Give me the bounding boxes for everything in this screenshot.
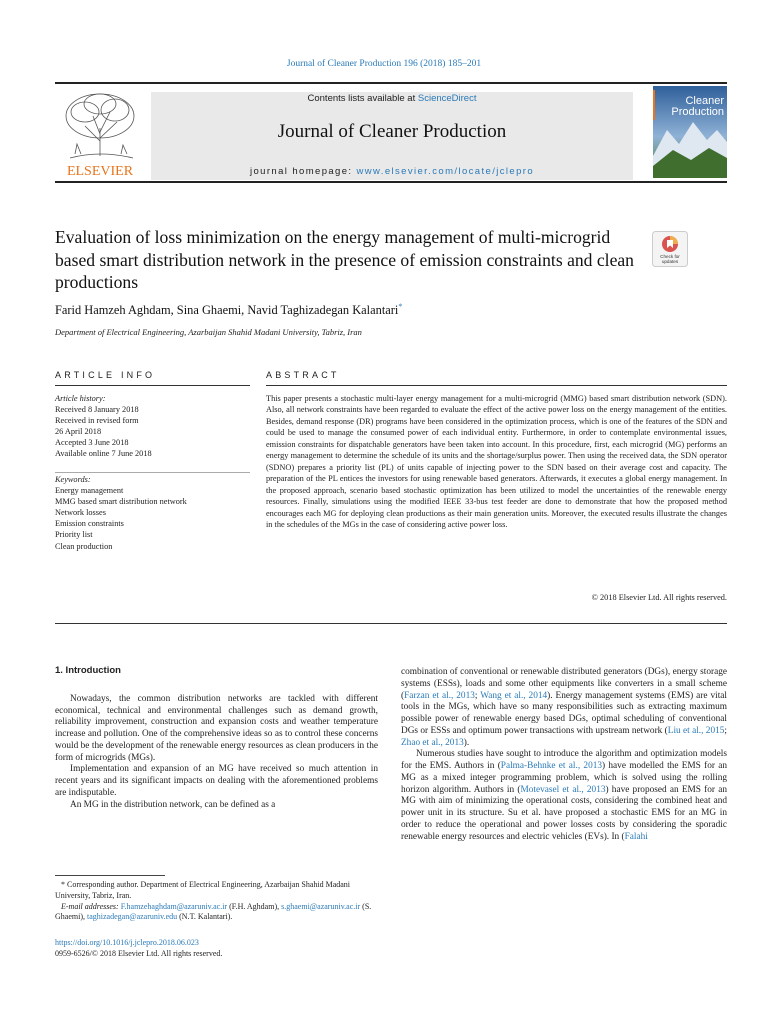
text-run: ; — [724, 725, 727, 736]
footnote — [55, 880, 378, 923]
abstract-rule — [266, 385, 727, 386]
footnote-rule — [55, 875, 165, 876]
homepage-line — [151, 166, 633, 177]
crossmark-label-1: Check for — [660, 254, 680, 259]
crossmark-label-2: updates — [661, 259, 679, 264]
citation-link[interactable]: Farzan et al., 2013 — [404, 690, 475, 701]
citation-link[interactable]: Motevasel et al., 2013 — [520, 784, 606, 795]
homepage-link[interactable]: www.elsevier.com/locate/jclepro — [356, 166, 535, 177]
text-run: ) have modelled the EMS for an MG as a mixed integer programming problem, which is solved using the rolling horizon algorithm. Authors in ( — [401, 761, 728, 795]
article-history — [55, 393, 250, 460]
sciencedirect-link[interactable]: ScienceDirect — [417, 93, 477, 104]
text-run: ) have proposed an EMS for an MG with aim of minimizing the operational costs, considering the combined heat and power unit in its structure. Su et al. have proposed a stochastic EMS for an MG in order to reduce the operational and power losses costs by considering the sporadic renewable energy resources and electric vehicles (EVs). In ( — [401, 784, 727, 842]
author-names: Farid Hamzeh Aghdam, Sina Ghaemi, Navid Taghizadegan Kalantari — [55, 303, 399, 318]
body-left-column — [55, 665, 378, 811]
intro-paragraph-2: Implementation and expansion of an MG have received so much attention in recent years and its significant impacts on dealing with the aforementioned problems are indisputable. — [55, 764, 378, 798]
citation-link[interactable]: Falahi — [624, 831, 648, 842]
email-owner: (F.H. Aghdam), — [227, 901, 282, 911]
history-item: Available online 7 June 2018 — [55, 449, 152, 459]
corresponding-author-note: * Corresponding author. Department of Electrical Engineering, Azarbaijan Shahid Madani University, Tabriz, Iran. — [55, 880, 351, 900]
citation-link[interactable]: Palma-Behnke et al., 2013 — [500, 761, 603, 771]
article-info-heading: ARTICLE INFO — [55, 370, 156, 380]
text-run: ). — [463, 737, 470, 748]
email-link[interactable]: s.ghaemi@azaruniv.ac.ir — [281, 901, 361, 911]
contents-line — [151, 93, 633, 104]
email-owner: (N.T. Kalantari). — [177, 912, 233, 922]
masthead-rule-bottom — [55, 181, 727, 183]
keyword: Network losses — [55, 508, 106, 518]
intro-paragraph-3: An MG in the distribution network, can be defined as a — [70, 799, 276, 810]
text-run: ). Energy management systems (EMS) are vital tools in the MGs, which have so many responsibilities such as extracting maximum possible power of renewable energy based DGs, optimal scheduling of conventional DGs or ESSs and optimum power transactions with upstream network ( — [401, 690, 727, 736]
text-run: combination of conventional or renewable distributed generators (DGs), energy storage systems (ESSs), loads and some other equipments like converters in a small scheme ( — [401, 667, 727, 701]
journal-title: Journal of Cleaner Production — [277, 121, 507, 142]
email-owner: (S. Ghaemi), — [55, 901, 372, 922]
keyword: Priority list — [55, 530, 93, 540]
issn-line: 0959-6526/© 2018 Elsevier Ltd. All rights reserved. — [55, 948, 223, 958]
abstract-bottom-rule — [55, 623, 727, 624]
history-label: Article history: — [55, 394, 106, 403]
abstract-heading: ABSTRACT — [266, 370, 340, 380]
keyword: Emission constraints — [55, 519, 124, 529]
abstract-copyright: © 2018 Elsevier Ltd. All rights reserved. — [591, 593, 727, 602]
keyword: Clean production — [55, 541, 113, 551]
keyword: Energy management — [55, 486, 124, 496]
contents-prefix: Contents lists available at — [307, 93, 418, 104]
history-item: Received 8 January 2018 — [55, 405, 139, 415]
body-right-column — [401, 667, 727, 843]
keywords-rule — [55, 472, 250, 473]
affiliation: Department of Electrical Engineering, Azarbaijan Shahid Madani University, Tabriz, Iran — [55, 327, 362, 337]
citation-link[interactable]: Liu et al., 2015 — [667, 725, 725, 736]
citation-link[interactable]: Wang et al., 2014 — [480, 690, 548, 701]
history-item: 26 April 2018 — [55, 427, 102, 437]
author-list — [55, 302, 402, 318]
email-label: E-mail addresses: — [61, 901, 119, 911]
text-run: ; — [474, 690, 481, 701]
homepage-prefix: journal homepage: — [249, 166, 357, 177]
cover-title-line2: Production — [671, 106, 724, 118]
intro-paragraph-1: Nowadays, the common distribution networks are tackled with different economical, technical and environmental challenges such as demand growth, reliability improvement, construction and expansion costs and weather temperature increase and pollution. One of the comprehensive ideas so as to control these concerns would be the development of the renewable energy resources as clean producers in the form of microgrids (MGs). — [55, 693, 378, 763]
article-info-rule — [55, 385, 250, 386]
intro-paragraph-continued — [401, 667, 727, 749]
citation-link[interactable]: Zhao et al., 2013 — [401, 737, 464, 748]
running-head[interactable]: Journal of Cleaner Production 196 (2018) 185–201 — [286, 59, 482, 69]
elsevier-tree-logo — [55, 86, 145, 178]
keywords — [55, 474, 250, 552]
email-link[interactable]: F.hamzehaghdam@azaruniv.ac.ir — [120, 901, 228, 911]
keywords-label: Keywords: — [55, 475, 91, 484]
elsevier-wordmark: ELSEVIER — [66, 164, 134, 178]
email-link[interactable]: taghizadegan@azaruniv.edu — [87, 912, 178, 922]
article-title: Evaluation of loss minimization on the energy management of multi-microgrid based smart distribution network in the presence of emission constraints and clean productions — [55, 227, 634, 292]
intro-paragraph-4 — [401, 749, 727, 843]
section-heading-introduction: 1. Introduction — [55, 665, 121, 676]
text-run: Numerous studies have sought to introduce the algorithm and optimization models for the EMS. Authors in ( — [401, 749, 727, 771]
journal-cover-thumbnail[interactable] — [653, 86, 727, 178]
history-item: Received in revised form — [55, 416, 139, 426]
masthead-rule-top — [55, 82, 727, 84]
history-item: Accepted 3 June 2018 — [55, 438, 129, 448]
cover-title-line1: Cleaner — [685, 95, 724, 107]
doi-link[interactable]: https://doi.org/10.1016/j.jclepro.2018.06.023 — [55, 938, 199, 947]
abstract-text: This paper presents a stochastic multi-layer energy management for a multi-microgrid (MMG) based smart distribution network (SDN). Also, all network constraints have been regarded to evaluate the effect of the active power loss on the energy management of the entities. Besides, demand response (DR) programs have been considered in the optimization process, which is one of the features of the SDN and could be used to manage the consumed power of each individual entity. Furthermore, in order to contemplate environmental issues, emission constraints for dispatchable generators have been taken into account. In this procedure, first, each microgrid (MG) performs an energy management to determine the schedule of its units and the shortage/surplus power. Then using the received data, the SDN operator (SDNO) prepares a priority list (PL) of units capable of injecting power to the SDN based on their average cost and capacity. The preparation of the PL entices the investors for using renewable based generators. Afterwards, it executes a global energy management. In the proposed approach, scenario based stochastic optimization has been utilized to model the uncertainties of the renewable energy resources. Finally, simulations using the modified IEEE 33-bus test feeder are done to demonstrate that how the proposed method encourages each MG for deploying clean productions as their main generation units. Moreover, the executed results illustrate the changes in the schedules of the MGs in the case of considering active power loss. — [266, 394, 727, 529]
keyword: MMG based smart distribution network — [55, 497, 187, 507]
doi-block — [55, 938, 378, 960]
corresponding-author-mark[interactable]: * — [398, 302, 403, 311]
email-addresses — [55, 902, 378, 924]
crossmark-icon[interactable] — [652, 231, 688, 267]
